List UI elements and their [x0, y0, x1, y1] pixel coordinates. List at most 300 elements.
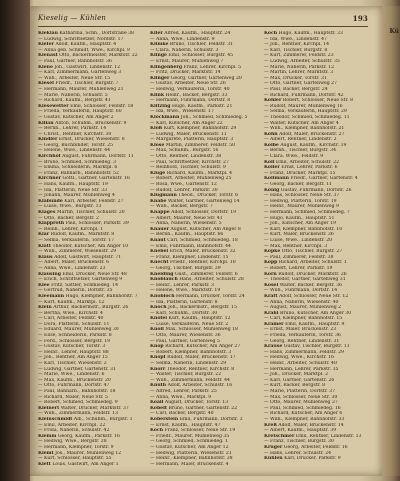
entry-details: — Anna, Wwe., Marktpl. 9 — [150, 394, 212, 400]
entry-details: Theodor, Kutscher, Am Anger 10 — [52, 243, 129, 249]
entry-details: — Ida, Plätterin, Neue Str. 33 — [38, 187, 108, 193]
entry-details: Hans, Arbeiter, Schulstr. 28 — [179, 277, 244, 283]
entry-details: — Fritz, Drucker, Marktstr. 14 — [150, 70, 221, 76]
entry-details: Hugo, Kaufm., Parkstr. 21 — [171, 103, 233, 109]
entry-surname: Knaut — [150, 237, 166, 243]
entry-surname: Krahl — [264, 310, 279, 316]
entry-details: Paul, Schlosser, Parkstr. 39 — [65, 221, 129, 227]
entry-surname: Klimke — [150, 42, 169, 48]
entry-details: — Kurt, Zimmerer, Feldstr. 23 — [264, 53, 334, 59]
entry-details: Gustav, Fuhrmann, Dorfstr. 26 — [280, 187, 352, 193]
entry-details: — Joh., Kutscher, Am Anger 19 — [264, 221, 336, 227]
entry-details: — Christ., Rentner, Kirchstr. 30 — [38, 131, 112, 137]
entry-details: Gust., Zimmerer, Feldstr. 6 — [174, 271, 238, 277]
entry-surname: Klages — [38, 210, 56, 215]
entry-surname: Knoblauch — [150, 277, 178, 283]
entry-details: — Walter, Tischler, Burgstr. 22 — [150, 372, 222, 378]
entry-surname: Koall — [150, 400, 164, 406]
entry-surname: Klink — [150, 92, 165, 98]
entry-surname: Koch — [150, 428, 164, 434]
entry-details: — Clara, Näherin, Schulstr. 3 — [150, 47, 219, 53]
entry-details: — Emil, Arbeiter, Kirchpl. 22 — [38, 422, 106, 428]
entry-details: Adolf, Gastwirt, Hauptstr. 71 — [54, 254, 122, 260]
entry-surname: Klapproth — [38, 221, 65, 227]
entry-details: — Richard, Kaufm., Bergstr. 41 — [38, 98, 111, 104]
entry-details: Emil, Arbeiter, Schulstr. 22 — [275, 159, 340, 165]
entry-details: — Ida, Wwe., Lindenstr. 47 — [264, 36, 327, 42]
entry-details: Joh., Bäckermstr., Bergstr. 15 — [168, 305, 237, 311]
entry-surname: Koller — [264, 165, 280, 171]
entry-details: — Heinr., Maurer, Mühlenweg 9 — [264, 204, 339, 210]
entry-details: — Anna, Näherin, Wiesenstr. 5 — [150, 221, 222, 227]
entry-details: — Joh., Rentner, Kirchpl. 14 — [264, 42, 330, 48]
entry-details: — Kurt, Schlosser, Hauptstr. 55 — [38, 456, 112, 462]
entry-details: — Albert, Maler, Brückenstr. 6 — [38, 260, 110, 266]
entry-details: — Gustav, Arbeiter, Neue Str. 26 — [150, 81, 226, 87]
entry-details: — Bernh., Tischler, Burgstr. 34 — [264, 148, 336, 154]
entry-surname: Klemm — [38, 433, 57, 439]
entry-details: — Gertrud, Näherin, Dorfstr. 35 — [38, 288, 113, 294]
entry-details: — Luise, Verkäuferin, Neue Str. 2 — [150, 321, 229, 327]
column-1 — [38, 31, 142, 471]
entry-details: — Gustav, Kutscher, Am Anger 2 — [38, 114, 114, 120]
entry-details: — Clara, Wwe., Feldstr. 9 — [264, 154, 324, 160]
entry-details: — Ludwig, Gärtner, Gartenstr. 31 — [38, 366, 116, 372]
entry-surname: Kleemann — [38, 293, 65, 299]
entry-surname: Klier — [150, 31, 163, 36]
entry-surname: Kindler — [38, 137, 58, 143]
entry-surname: Köpke — [264, 249, 281, 255]
entry-details: Bruno, Tischler, Feldstr. 31 — [169, 42, 234, 48]
entry-details: — Theodor, Gärtner, Gartenweg 31 — [264, 277, 346, 283]
entry-details: — Selma, Verkäuferin, Torstr. 17 — [38, 237, 114, 243]
entry-details: Emil, Rentner, Lindenstr. 13 — [295, 433, 362, 439]
entry-details: Emil, Schlosser, Feldstr. 18 — [70, 103, 134, 109]
entry-details: — Ludwig, Arbeiter, Schulstr. 35 — [264, 58, 340, 64]
running-head: Kieselig — Kühlen — [38, 14, 107, 22]
entry-details: — Hermann, Maurer, Mühlenweg 21 — [38, 86, 124, 92]
entry-details: — Paul, Bäcker, Bergstr. 24 — [264, 86, 328, 92]
entry-surname: Knabe — [150, 198, 167, 204]
entry-details: — Richard, Fuhrmann, Dorfstr. 42 — [264, 92, 344, 98]
entry-details: — Otto, Bäcker, Bergstr. 2 — [38, 215, 99, 221]
entry-details: — Frieda, Verkäuferin, Torstr. 36 — [264, 333, 341, 339]
entry-details: Arthur, Bäckermstr., Burgstr. 26 — [53, 305, 129, 311]
entry-details: — Karl, Gärtner, Gartenstr. 26 — [264, 377, 335, 383]
entry-details: — Richard, Maler, Neue Str. 5 — [38, 394, 108, 400]
entry-details: — Karl, Klempner, Bahnhofstr. 10 — [264, 226, 343, 232]
entry-details: — Paul, Gärtner, Bahnhofstr. 36 — [38, 58, 112, 64]
entry-surname: Krüger — [264, 444, 283, 450]
entry-details: — Rudolf, Lehrer, Parkstr. 30 — [150, 187, 218, 193]
entry-details: — Reinhold, Tischler, Schulstr. 9 — [150, 165, 226, 171]
entry-surname: Kiefer — [38, 42, 54, 48]
entry-details: Hugo, Klempner, Bahnhofstr. 7 — [65, 293, 138, 299]
entry-details: — Albert, Rentner, Lindenstr. 2 — [264, 137, 337, 143]
entry-details: — Robert, Klempner, Bahnhofstr. 3 — [150, 349, 232, 355]
book-spine — [0, 0, 30, 481]
entry-details: — Reinh., Lehrer, Kirchpl. 1 — [38, 226, 104, 232]
entry-details: — Gustav, Kutscher, Am Anger 12 — [150, 444, 229, 450]
entry-details: Alfred, Kaufm., Hauptstr. 24 — [164, 31, 231, 36]
entry-details: Robert, Schlosser, Neue Str. 8 — [282, 98, 354, 104]
entry-details: — Franz, Tischler, Burgstr. 30 — [264, 439, 334, 445]
entry-details: — Otto, Maurer, Wiesenstr. 36 — [150, 333, 221, 339]
entry-details: — Karl, Kutscher, Am Anger 22 — [150, 120, 223, 126]
entry-surname: Kraft — [264, 293, 278, 299]
entry-details: — Helene, Wwe., Marktstr. 19 — [150, 288, 221, 294]
entry-details: — Paul, Zimmerer, Feldstr. 38 — [264, 254, 334, 260]
entry-details: — Alfred, Lehrer, Parkstr. 25 — [150, 389, 217, 394]
entry-details: — Karl, Zimmermann, Gartenweg 3 — [38, 70, 122, 76]
entry-details: Georg, Arbeiter, Feldstr. 16 — [283, 444, 348, 450]
entry-details: Richard, Kaufm., Marktpl. 4 — [166, 170, 233, 176]
entry-surname: Knöfel — [150, 316, 168, 322]
entry-surname: Knauer — [150, 226, 169, 232]
entry-surname: Knobloch — [150, 293, 175, 299]
entry-details: Adolf, Schlosser, Neue Str. 12 — [278, 293, 349, 299]
entry-details: — Albert, Maurer, Neue Str. 41 — [150, 215, 223, 221]
entry-details: — Ernst, Kaufm., Hauptstr. 47 — [150, 422, 221, 428]
entry-details: Bruno, Gärtner, Gartenstr. 22 — [168, 405, 238, 411]
entry-details: — Ferd., Schlosser, Bergstr. 19 — [38, 338, 111, 344]
entry-details: — Hedwig, Wwe., Kirchstr. 16 — [264, 355, 335, 361]
entry-surname: Klingenberg — [150, 64, 183, 70]
directory-entry — [38, 462, 142, 468]
entry-surname: Koberstein — [150, 416, 179, 422]
entry-details: — Wilh., Bäcker, Bergstr. 7 — [150, 204, 213, 210]
entry-surname: Klein — [38, 305, 52, 311]
entry-details: — Kurt, Kaufm., Marktpl. 12 — [38, 299, 105, 305]
entry-details: — Carl, Klempner, Bahnhofstr. 15 — [264, 316, 343, 322]
thumb-index-tab: Kü — [389, 28, 399, 35]
entry-details: Emil, Fuhrmann, Dorfstr. 3 — [179, 416, 243, 422]
entry-details: — Heinr., Klempner, Bahnhofstr. 38 — [150, 456, 233, 462]
entry-details: Alb., Schuhm., Burgstr. 1 — [73, 416, 133, 422]
entry-details: — Marie, Wwe., Lindenstr. 6 — [38, 372, 105, 378]
entry-details: — Eduard, Maurer, Mühlenweg 30 — [38, 327, 119, 333]
entry-details: — Luise, Wwe., Lindenstr. 20 — [264, 237, 333, 243]
entry-details: Adolf, Maler, Brückenstr. 27 — [279, 131, 345, 137]
entry-details: Martin, Tischler, Schulstr. 20 — [56, 210, 125, 215]
entry-surname: Köhler — [264, 98, 282, 104]
entry-details: — Helene, Wwe., Lindenstr. 44 — [38, 148, 111, 154]
entry-details: Kurt, Kaufm., Hauptstr. 12 — [168, 316, 231, 322]
entry-details: — Bernh., Lehrer, Parkstr. 14 — [38, 126, 107, 132]
entry-details: Fritz, Sattler, Schmiedeg. 14 — [51, 282, 119, 288]
entry-surname: Kiesewetter — [38, 103, 69, 109]
entry-details: — Heinr., Arbeiter, Schulstr. 40 — [264, 361, 337, 367]
entry-surname: Kiesel — [38, 81, 54, 87]
entry-surname: Knoll — [150, 327, 164, 333]
entry-details: Jos., Maurer, Mühlenweg 12 — [55, 450, 122, 456]
entry-details: — Wilh., Fuhrmann, Dorfstr. 14 — [264, 288, 338, 294]
entry-details: — Theodor, Schmied, Schmiedeg. 11 — [264, 114, 350, 120]
entry-details: — Richard, Kutscher, Am Anger 6 — [264, 411, 343, 417]
entry-details: — Frida, Näherin, Schulstr. 42 — [38, 428, 110, 434]
entry-surname: Kramer — [264, 321, 284, 327]
entry-details: Walter, Gärtner, Gartenweg 14 — [167, 198, 240, 204]
entry-details: — Georg, Buchbinder, Torstr. 25 — [38, 142, 114, 148]
entry-details: Hugo, Kaufm., Hauptstr. 33 — [278, 31, 343, 36]
entry-details: Walter, Drucker, Marktstr. 37 — [60, 405, 129, 411]
entry-details: Franz, Schlosser, Neue Str. 19 — [164, 428, 236, 434]
entry-details: — Gustav, Kutscher, Torstr. 3 — [38, 344, 106, 350]
entry-surname: Knopf — [150, 355, 166, 361]
entry-details: — Paul, Schmied, Schmiedeg. 16 — [264, 405, 341, 411]
entry-details: — Frieda, Verkäuferin, Hauptstr. 60 — [38, 109, 122, 115]
entry-details: Georg, Gärtner, Gartenweg 20 — [170, 75, 242, 81]
entry-details: — Otto, Fuhrmann, Dorfstr. 47 — [38, 383, 110, 389]
entry-details: — Georg, Tischler, Burgstr. 39 — [150, 265, 221, 271]
entry-surname: Knebel — [150, 249, 169, 255]
entry-details: — Marie, Plätterin, Dorfstr. 37 — [264, 389, 336, 394]
entry-details: — Selma, Verkäuferin, Hauptstr. 29 — [264, 109, 347, 115]
entry-surname: Klemt — [38, 450, 54, 456]
entry-details: — Joh., Rentner, Am Anger 15 — [38, 355, 108, 361]
entry-details: — Rosa, Wwe., Gartenstr. 12 — [150, 182, 217, 188]
entry-details: August, Kaufm., Kirchstr. 19 — [280, 142, 347, 148]
entry-surname: Kobelt — [150, 405, 167, 411]
column-3 — [264, 31, 370, 471]
entry-details: Richard, Arbeiter, Schulstr. 1 — [278, 260, 347, 266]
entry-details: Martin, Zimmerer, Feldstr. 50 — [165, 142, 235, 148]
entry-details: — Robert, Arbeiter, Mühlenweg 25 — [150, 176, 232, 182]
entry-details: — Kurt, Maler, Brückenstr. 36 — [264, 232, 334, 238]
entry-details: — Anna, Wwe., Lindenstr. 23 — [38, 265, 106, 271]
entry-details: — Franz, Klempner, Lindenstr. 15 — [150, 254, 229, 260]
entry-details: — Hermann, Klempner, Torstr. 9 — [38, 444, 114, 450]
entry-surname: Kollmann — [264, 176, 289, 182]
entry-details: — Hermann, Lehrer, Parkstr. 35 — [264, 366, 339, 372]
entry-details: — Paul, Gärtner, Gartenweg 5 — [150, 338, 220, 344]
entry-details: — August, Maurer, Mühlenweg 2 — [264, 305, 342, 311]
entry-details: Franz, Lehrer, Kirchpl. 5 — [183, 64, 242, 70]
entry-details: — Karl, Tischler, Burgstr. 8 — [264, 47, 328, 53]
entry-surname: Kretschmer — [264, 433, 295, 439]
entry-details: — Max, Kaufm., Brückenstr. 20 — [38, 377, 111, 383]
entry-details: — Robert, Lehrer, Parkstr. 19 — [264, 265, 333, 271]
entry-details: — Hedwig, Verkäuferin, Torstr. 40 — [150, 86, 230, 92]
entry-details: — Karl, Tischler, Wiesenstr. 2 — [38, 361, 107, 367]
entry-details: Carl, Schmied, Schmiedeg. 18 — [167, 237, 238, 243]
entry-details: — Marie, Näherin, Schulstr. 5 — [38, 92, 108, 98]
entry-details: — Carl, Bäcker, Bergstr. 40 — [150, 411, 214, 417]
entry-surname: Klatt — [38, 243, 51, 249]
entry-surname: Kopp — [264, 260, 278, 266]
entry-surname: Kluge — [150, 170, 166, 176]
entry-surname: Knorr — [150, 366, 166, 372]
entry-surname: Klar — [38, 232, 50, 238]
entry-details: — Wilh., Zimmerer, Wiesenstr. 29 — [38, 249, 117, 255]
entry-details: — Friedr., Maurer, Mühlenweg 35 — [150, 433, 230, 439]
entry-surname: Klitzing — [150, 103, 171, 109]
entry-details: — Anna, Näherin, Wiesenstr. 40 — [264, 299, 339, 305]
entry-details: — Max, Schuhm., Burgstr. 16 — [150, 148, 219, 154]
entry-surname: Knop — [150, 344, 164, 350]
entry-surname: Kirchhof — [38, 154, 61, 160]
entry-details: Kurt, Klempner, Bahnhofstr. 29 — [163, 126, 237, 132]
entry-surname: Knappe — [150, 210, 170, 215]
entry-surname: Klugmann — [150, 193, 177, 199]
entry-details: Gottl., Gärtner, Gartenstr. 16 — [62, 176, 130, 182]
entry-surname: Klinger — [150, 75, 170, 81]
entry-details: August, Drucker, Torstr. 13 — [164, 400, 229, 406]
entry-details: — Franz, Bahnarb., Bahnhofstr. 52 — [38, 170, 119, 176]
entry-details: — Hermann, Maler, Brückenstr. 4 — [150, 461, 229, 467]
entry-surname: Kilian — [38, 120, 54, 126]
entry-details: Friedr., Tischler, Burgstr. 7 — [55, 81, 119, 87]
entry-details: — Erich, Schriftsetzer, Gartenweg 9 — [38, 277, 123, 283]
entry-surname: Koll — [264, 159, 275, 165]
entry-surname: Klaus — [38, 254, 53, 260]
entry-surname: Klose — [150, 142, 165, 148]
entry-details: — Hans, Kaufm., Hauptstr. 19 — [38, 182, 108, 188]
entry-details: — Georg, Schmied, Schmiedeg. 1 — [150, 439, 229, 445]
entry-details: Adolf, Schlosser, Dorfstr. 19 — [171, 210, 237, 215]
entry-surname: Kleinschmidt — [38, 416, 73, 422]
entry-details: — Otto, Gärtner, Gartenweg 27 — [264, 81, 337, 87]
entry-details: — Bernh., Kaufm., Hauptstr. 66 — [150, 232, 224, 238]
entry-details: — Hermann, Schmied, Schmiedeg. 7 — [264, 210, 350, 215]
entry-details: Bruno, Kutscher, Am Anger 30 — [279, 310, 352, 316]
entry-details: Rudolf, Maler, Brückenstr. 17 — [167, 355, 236, 361]
entry-details: Theod., Drucker, Torstr. 6 — [178, 193, 239, 199]
entry-details: — Ludwig, Schriftsetzer, Nordstr. 17 — [38, 36, 124, 42]
directory-entry — [264, 456, 370, 462]
entry-surname: Korn — [264, 271, 277, 277]
entry-surname: Köhn — [264, 131, 278, 137]
entry-details: Katharina, Schn., Dorfstraße 38 — [59, 31, 134, 36]
entry-details: Theodor, Rentner, Kirchstr. 8 — [166, 366, 235, 372]
entry-details: — Paul, Bahnarb., Bahnhofstr. 18 — [38, 389, 116, 394]
entry-details: — Heinr., Lehrer, Parkstr. 3 — [150, 282, 214, 288]
entry-details: — Georg, Bäcker, Bergstr. 11 — [264, 182, 332, 188]
entry-details: — Carl, Arbeiter, Feldstr. 40 — [38, 316, 104, 322]
entry-details: — Hedwig, Plätterin, Wiesenstr. 21 — [150, 450, 232, 456]
entry-details: — Robert, Schmied, Schmiedeg. 9 — [38, 400, 118, 406]
entry-details: Walter, Bäcker, Bergstr. 36 — [279, 282, 343, 288]
entry-surname: König — [264, 187, 280, 193]
entry-details: — Max, Drucker, Torstr. 31 — [264, 75, 327, 81]
entry-surname: Kosel — [264, 282, 279, 288]
entry-details: — Ernst, Maurer, Mühlenweg 7 — [150, 58, 224, 64]
entry-details: — Max, Schlosser, Neue Str. 30 — [264, 394, 338, 400]
entry-details: Richard, Kutscher, Am Anger 27 — [165, 344, 241, 350]
entry-details: — Otto, Rentner, Lindenstr. 38 — [150, 154, 222, 160]
entry-details: Max, Schlosser, Mühlenweg 18 — [165, 327, 238, 333]
entry-details: Rudolf, Kaufm., Marktstr. 8 — [50, 232, 115, 238]
entry-details: Friedr., Gärtner, Gartenstr. 4 — [290, 176, 358, 182]
entry-details: Emil, Drucker, Neue Str. 48 — [62, 271, 127, 277]
entry-details: — Ida, Plätterin, Gartenstr. 8 — [150, 299, 218, 305]
entry-details: — Hedwig, Wwe., Bergstr. 28 — [38, 439, 107, 445]
entry-details: Karl, Drucker, Parkstr. 9 — [284, 456, 341, 462]
entry-details: — Anna geb. Schmidt, Wwe., Kirchpl. 9 — [38, 47, 130, 53]
entry-details: — Hermann, Fuhrmann, Dorfstr. 8 — [150, 98, 231, 104]
entry-details: — Martin, Lehrer, Marktstr. 3 — [264, 70, 334, 76]
entry-surname: Kirchner — [38, 176, 61, 182]
entry-surname: Klausing — [38, 271, 61, 277]
entry-details: Erich, Maler, Brückenstr. 32 — [169, 249, 236, 255]
entry-details: — Georg, Rentner, Lindenstr. 31 — [264, 338, 340, 344]
entry-details: — Rudolf, Maurer, Mühlenweg 16 — [264, 103, 343, 109]
entry-details: Rudolf, Drucker, Marktstr. 26 — [278, 271, 347, 277]
entry-details: — Wilh., Arbeiter, Neue Str. 15 — [38, 75, 111, 81]
entry-details: Adolf, Maler, Brückenstr. 14 — [278, 422, 344, 428]
entry-details: Friedr., Rentner, Kirchpl. 10 — [169, 260, 236, 266]
entry-surname: Klinge — [150, 53, 167, 59]
entry-details: Heinr., Bäcker, Bergstr. 33 — [165, 92, 228, 98]
entry-details: — Albert, Kaufm., Hauptstr. 39 — [264, 428, 337, 434]
entry-details: Anton, Schuhm., Brückenstr. 9 — [55, 120, 127, 126]
entry-details: — Wilh., Zimmermann, Feldstr. 13 — [38, 411, 118, 417]
entry-details: — Walter, Kutscher, Am Anger 4 — [264, 120, 339, 126]
entry-details: — Wilh., Zimmermann, Feldstr. 44 — [150, 377, 230, 383]
entry-surname: Kleinert — [38, 405, 60, 411]
entry-details: — Paul, Schriftsetzer, Kirchstr. 27 — [150, 159, 229, 165]
entry-details: Otto, Bäckermeister, Marktstr. 22 — [59, 53, 138, 59]
entry-details: — Marie, Näherin, Parkstr. 12 — [264, 64, 335, 70]
entry-details: Adolf, Arbeiter, Schulstr. 16 — [167, 383, 233, 389]
entry-surname: Kloß — [150, 126, 163, 132]
entry-details: August, Fuhrmann, Dorfstr. 11 — [62, 154, 134, 160]
entry-details: — Selma, Näherin, Lindenstr. 29 — [150, 361, 227, 367]
entry-details: — Margarete, Plätterin, Hauptstr. 3 — [150, 137, 234, 143]
entry-details: — Hedwig, Plätterin, Torstr. 19 — [264, 198, 337, 204]
entry-details: — Ida, Wwe., Wiesenstr. 17 — [150, 109, 214, 115]
entry-details: — Joh., Drucker, Marktpl. 2 — [264, 372, 329, 378]
entry-details: — Emma, Schneiderin, Marktpl. 6 — [38, 165, 118, 171]
entry-details: — Hugo, Kaufm., Hauptstr. 51 — [264, 215, 335, 221]
entry-details: Georg, Kaufm., Parkstr. 16 — [57, 433, 120, 439]
entry-surname: Koch — [264, 31, 278, 36]
page-edge — [382, 6, 400, 476]
entry-details: — Bruno, Schmied, Schmiedeg. 3 — [38, 159, 116, 165]
entry-details: — Anna, Wwe., Lindenstr. 9 — [150, 36, 215, 42]
entry-details: — Dora, Plätterin, Schulstr. 11 — [38, 321, 110, 327]
entry-surname: Knoch — [150, 305, 167, 311]
entry-details: Emil, Kaufm., Hauptstr. 9 — [285, 321, 345, 327]
entry-details: Ernst, Drucker, Wiesenstr. 8 — [58, 137, 125, 143]
entry-surname: Krause — [264, 344, 283, 350]
entry-details: — Otto, Maurer, Mühlenweg 27 — [264, 400, 338, 406]
entry-details: Joh., Gastwirt, Lindenstr. 12 — [54, 64, 121, 70]
entry-surname: Klett — [38, 461, 51, 467]
entry-surname: Kneiding — [150, 271, 174, 277]
entry-surname: Klabunde — [38, 198, 63, 204]
entry-surname: Kolbe — [264, 142, 279, 148]
entry-details: August, Kutscher, Am Anger 8 — [170, 226, 241, 232]
entry-details: — Hans, Schlosser, Neue Str. 37 — [264, 193, 340, 199]
entry-details: — Wilh., Klempner, Bahnhofstr. 33 — [264, 416, 345, 422]
column-2 — [150, 31, 256, 471]
entry-details: Karl, Arbeiter, Feldstr. 27 — [64, 198, 124, 204]
entry-details: — Johann, Maurer, Mühlenweg 4 — [38, 193, 115, 199]
entry-details: Louis, Gastwirt, Am Anger 1 — [52, 461, 119, 467]
entry-details: Gustav, Tischler, Burgstr. 11 — [283, 344, 350, 350]
entry-surname: Knuth — [150, 383, 167, 389]
entry-surname: Kreß — [264, 422, 277, 428]
entry-details: — Kurt, Bäcker, Bergstr. 8 — [264, 383, 326, 389]
entry-surname: Knecht — [150, 260, 169, 266]
entry-details: — Karl, Schuhm., Dorfstr. 30 — [150, 310, 218, 316]
header-rule — [38, 26, 368, 27]
entry-details: — Heinr., Lehrer, Hauptstr. 88 — [38, 349, 109, 355]
entry-details: Ernst, Lehrer, Parkstr. 6 — [281, 165, 338, 171]
entry-details: — Hans, Zimmermann, Feldstr. 29 — [264, 349, 344, 355]
entry-details: — Ernst, Maler, Brückenstr. 23 — [264, 327, 337, 333]
